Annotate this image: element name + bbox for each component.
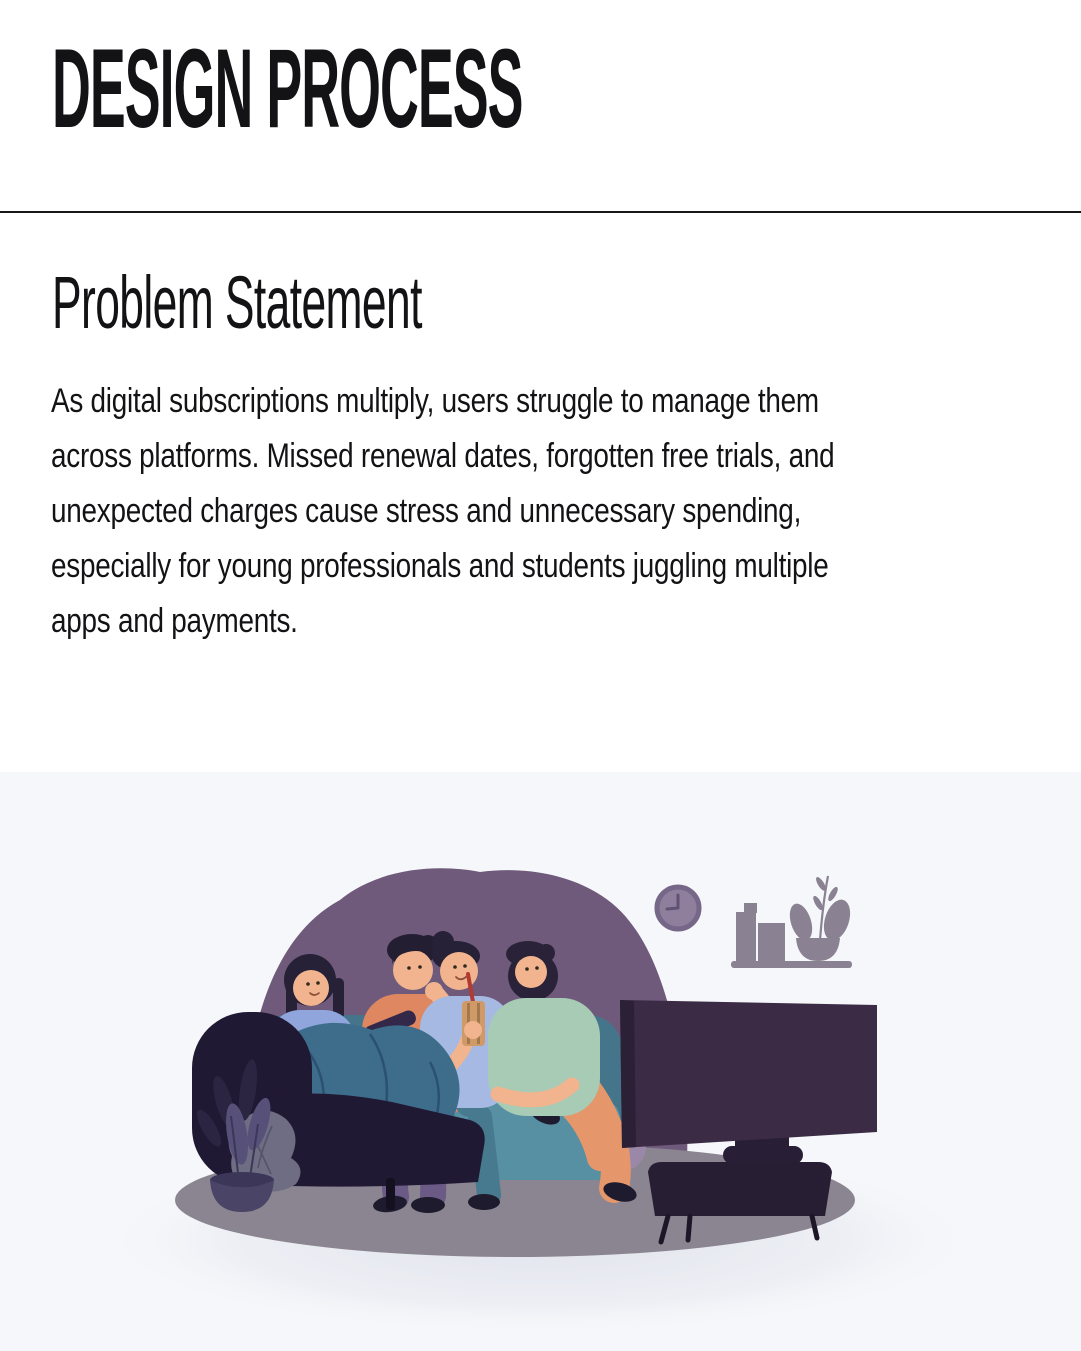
shelf-plant — [786, 876, 855, 961]
page-title: DESIGN PROCESS — [52, 26, 523, 151]
wall-shelf — [731, 876, 855, 968]
problem-statement-paragraph — [51, 374, 1051, 649]
paragraph-line: unexpected charges cause stress and unnecessary spending, — [51, 492, 802, 530]
friends-watching-tv-illustration — [0, 772, 1081, 1351]
divider-line — [0, 211, 1081, 213]
illustration-panel — [0, 772, 1081, 1351]
paragraph-line: As digital subscriptions multiply, users struggle to manage them — [51, 382, 819, 420]
wall-clock — [657, 887, 699, 929]
section-heading: Problem Statement — [52, 261, 422, 344]
paragraph-line: especially for young professionals and students juggling multiple — [51, 547, 829, 585]
paragraph-line: apps and payments. — [51, 602, 298, 640]
tv-screen-back — [620, 1000, 877, 1148]
paragraph-line: across platforms. Missed renewal dates, forgotten free trials, and — [51, 437, 835, 475]
